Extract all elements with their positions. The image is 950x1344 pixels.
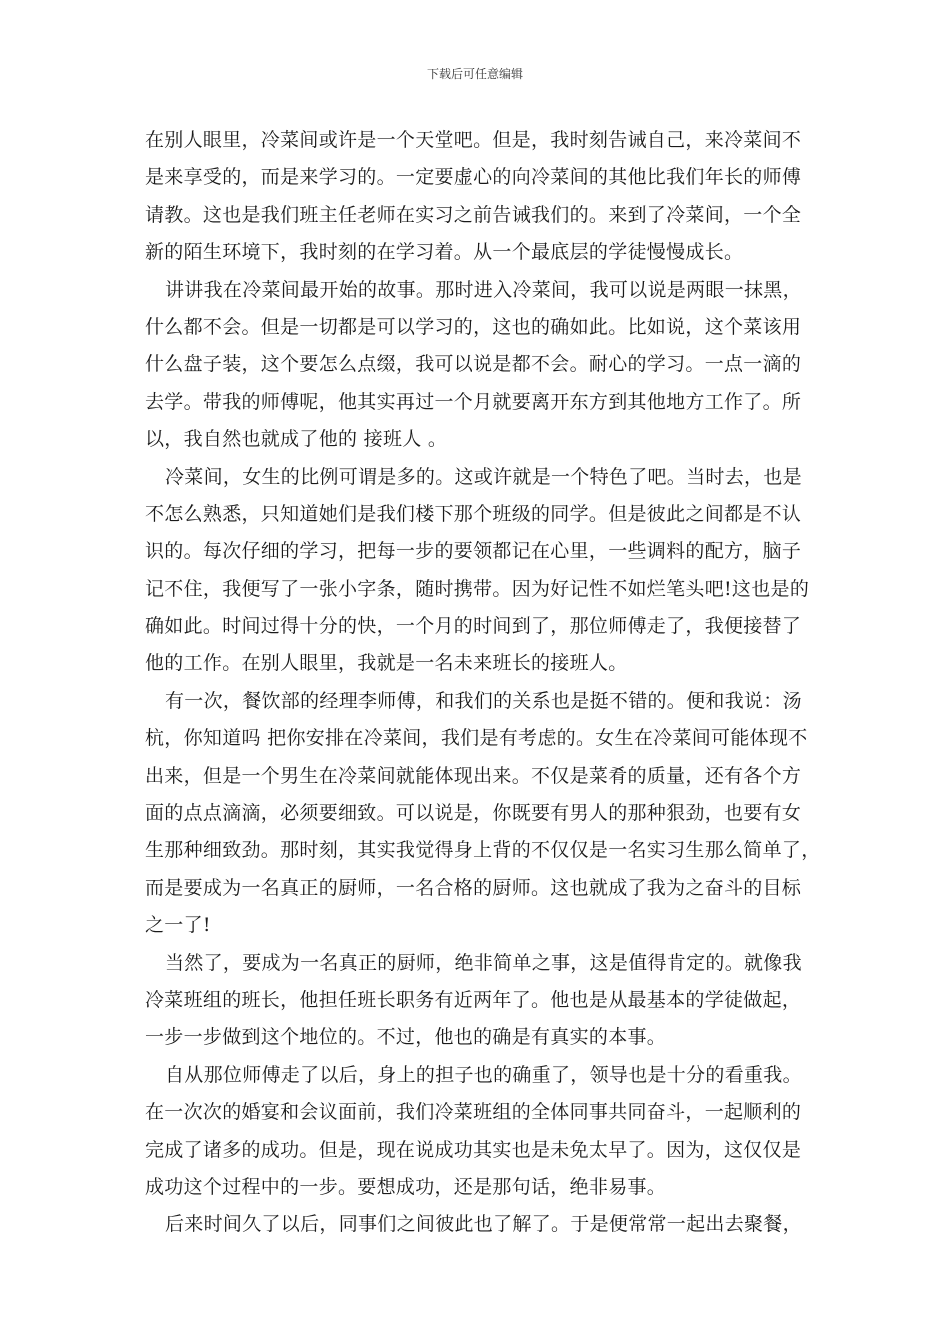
paragraph: [145, 1206, 807, 1243]
text-line: 当然了，要成为一名真正的厨师，绝非简单之事，这是值得肯定的。就像我: [165, 951, 802, 974]
text-line: 是来享受的，而是来学习的。一定要虚心的向冷菜间的其他比我们年长的师傅: [145, 166, 802, 189]
text-line: 一步一步做到这个地位的。不过，他也的确是有真实的本事。: [145, 1026, 667, 1049]
text-line: 什么都不会。但是一切都是可以学习的，这也的确如此。比如说，这个菜该用: [145, 315, 802, 338]
text-line: 他的工作。在别人眼里，我就是一名未来班长的接班人。: [145, 652, 628, 675]
text-line: 在一次次的婚宴和会议面前，我们冷菜班组的全体同事共同奋斗，一起顺利的: [145, 1101, 802, 1124]
text-line: 冷菜间，女生的比例可谓是多的。这或许就是一个特色了吧。当时去，也是: [165, 465, 802, 488]
text-line: 出来，但是一个男生在冷菜间就能体现出来。不仅是菜肴的质量，还有各个方: [145, 764, 802, 787]
paragraph: [145, 1057, 807, 1207]
text-line: 成功这个过程中的一步。要想成功，还是那句话，绝非易事。: [145, 1175, 667, 1198]
text-line: 面的点点滴滴，必须要细致。可以说是，你既要有男人的那种狠劲，也要有女: [145, 802, 802, 825]
text-line: 完成了诸多的成功。但是，现在说成功其实也是未免太早了。因为，这仅仅是: [145, 1138, 802, 1161]
text-line: 有一次，餐饮部的经理李师傅，和我们的关系也是挺不错的。便和我说：汤: [165, 689, 802, 712]
text-line: 新的陌生环境下，我时刻的在学习着。从一个最底层的学徒慢慢成长。: [145, 241, 744, 264]
text-line: 记不住，我便写了一张小字条，随时携带。因为好记性不如烂笔头吧!这也是的: [145, 577, 810, 600]
paragraph: [145, 683, 821, 945]
text-line: 确如此。时间过得十分的快，一个月的时间到了，那位师傅走了，我便接替了: [145, 615, 802, 638]
text-line: 而是要成为一名真正的厨师，一名合格的厨师。这也就成了我为之奋斗的目标: [145, 876, 802, 899]
text-line: 在别人眼里，冷菜间或许是一个天堂吧。但是，我时刻告诫自己，来冷菜间不: [145, 129, 802, 151]
text-line: 以，我自然也就成了他的 接班人 。: [145, 428, 448, 451]
paragraph: [145, 945, 807, 1057]
paragraph: [145, 122, 807, 272]
paragraph: [145, 272, 807, 459]
paragraph: [145, 459, 810, 683]
text-line: 请教。这也是我们班主任老师在实习之前告诫我们的。来到了冷菜间，一个全: [145, 203, 802, 226]
text-line: 冷菜班组的班长，他担任班长职务有近两年了。他也是从最基本的学徒做起，: [145, 988, 802, 1011]
document-body: [145, 122, 821, 1244]
text-line: 自从那位师傅走了以后，身上的担子也的确重了，领导也是十分的看重我。: [165, 1063, 802, 1086]
text-line: 杭，你知道吗 把你安排在冷菜间，我们是有考虑的。女生在冷菜间可能体现不: [145, 727, 808, 750]
text-line: 之一了!: [145, 914, 211, 937]
text-line: 生那种细致劲。那时刻，其实我觉得身上背的不仅仅是一名实习生那么简单了，: [145, 839, 821, 862]
text-line: 去学。带我的师傅呢，他其实再过一个月就要离开东方到其他地方工作了。所: [145, 390, 802, 413]
text-line: 讲讲我在冷菜间最开始的故事。那时进入冷菜间，我可以说是两眼一抹黑，: [165, 278, 802, 301]
text-line: 识的。每次仔细的学习，把每一步的要领都记在心里，一些调料的配方，脑子: [145, 540, 802, 563]
text-line: 什么盘子装，这个要怎么点缀，我可以说是都不会。耐心的学习。一点一滴的: [145, 353, 802, 376]
text-line: 后来时间久了以后，同事们之间彼此也了解了。于是便常常一起出去聚餐，: [165, 1213, 802, 1236]
page-header-note: 下载后可任意编辑: [426, 67, 523, 81]
text-line: 不怎么熟悉，只知道她们是我们楼下那个班级的同学。但是彼此之间都是不认: [145, 502, 802, 525]
